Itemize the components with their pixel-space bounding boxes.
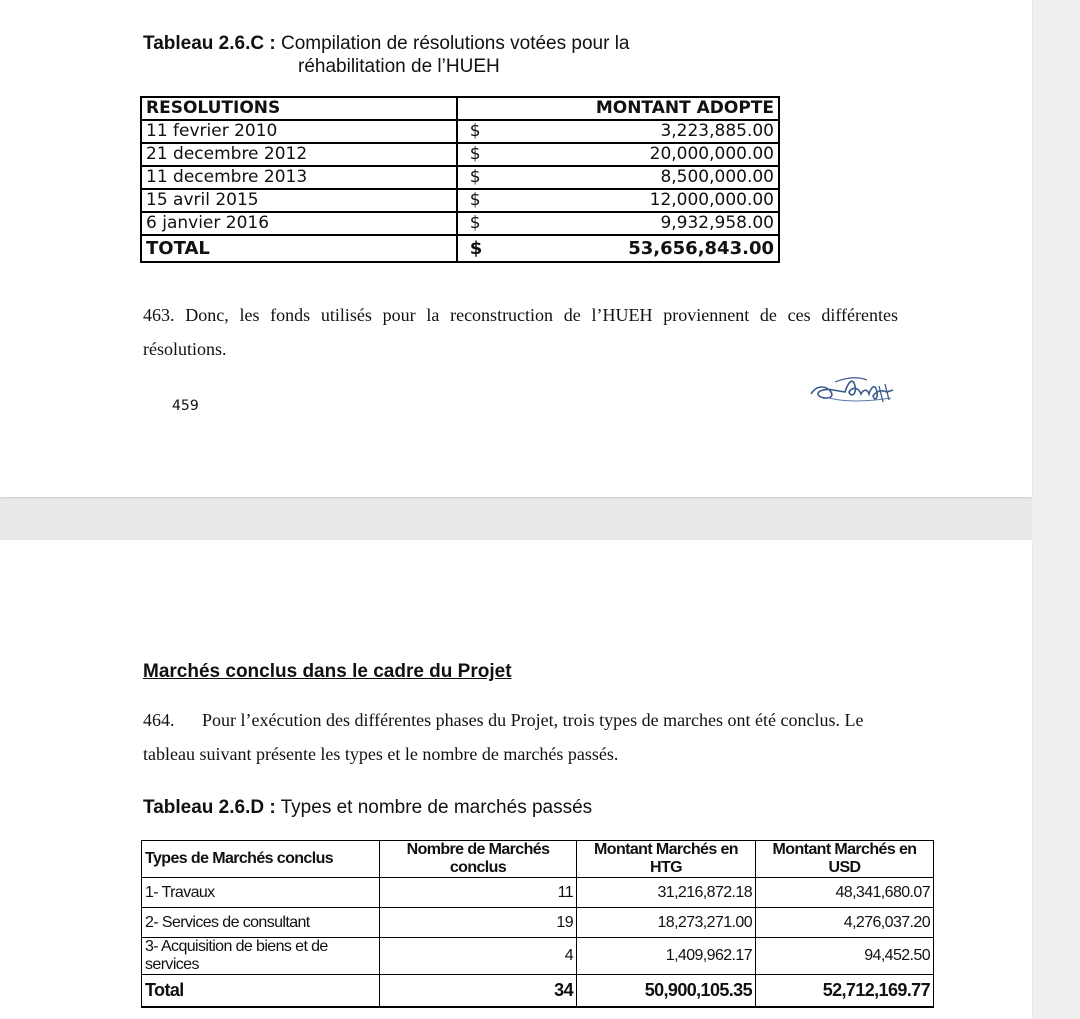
- table-d-caption-label: Tableau 2.6.D :: [143, 797, 276, 818]
- marche-htg: 18,273,271.00: [577, 908, 756, 938]
- table-row: [141, 120, 779, 143]
- amount-value: 12,000,000.00: [486, 189, 779, 212]
- header-nombre: Nombre de Marchés conclus: [380, 841, 577, 878]
- header-htg: Montant Marchés en HTG: [577, 841, 756, 878]
- paragraph-464: [143, 703, 898, 771]
- paragraph-number: 464.: [143, 710, 175, 730]
- marche-type: 3- Acquisition de biens et de services: [142, 938, 380, 975]
- currency-symbol: $: [457, 189, 487, 212]
- resolution-date: 15 avril 2015: [141, 189, 457, 212]
- total-usd: 52,712,169.77: [756, 975, 934, 1008]
- resolution-date: 11 fevrier 2010: [141, 120, 457, 143]
- total-amount: 53,656,843.00: [486, 235, 779, 262]
- marche-count: 19: [380, 908, 577, 938]
- marche-usd: 94,452.50: [756, 938, 934, 975]
- resolution-date: 11 decembre 2013: [141, 166, 457, 189]
- marche-type: 2- Services de consultant: [142, 908, 380, 938]
- amount-value: 9,932,958.00: [486, 212, 779, 235]
- page-number: 459: [172, 398, 199, 414]
- marche-usd: 4,276,037.20: [756, 908, 934, 938]
- resolutions-table: [140, 96, 780, 263]
- marche-usd: 48,341,680.07: [756, 878, 934, 908]
- table-d-caption: [143, 796, 592, 819]
- amount-value: 20,000,000.00: [486, 143, 779, 166]
- header-usd: Montant Marchés en USD: [756, 841, 934, 878]
- marche-count: 4: [380, 938, 577, 975]
- table-c-caption-line1: Compilation de résolutions votées pour la: [280, 33, 630, 54]
- total-label: TOTAL: [141, 235, 457, 262]
- table-row: [142, 908, 934, 938]
- total-count: 34: [380, 975, 577, 1008]
- marche-htg: 31,216,872.18: [577, 878, 756, 908]
- currency-symbol: $: [457, 212, 487, 235]
- currency-symbol: $: [457, 166, 487, 189]
- header-montant-adopte: MONTANT ADOPTE: [457, 97, 779, 120]
- header-types: Types de Marchés conclus: [142, 841, 380, 878]
- resolution-date: 6 janvier 2016: [141, 212, 457, 235]
- table-header-row: [141, 97, 779, 120]
- marche-type: 1- Travaux: [142, 878, 380, 908]
- total-htg: 50,900,105.35: [577, 975, 756, 1008]
- table-row: [142, 938, 934, 975]
- viewer-side-strip: [1032, 0, 1080, 1019]
- page-gap: [0, 497, 1032, 540]
- amount-value: 3,223,885.00: [486, 120, 779, 143]
- marche-htg: 1,409,962.17: [577, 938, 756, 975]
- marches-table: [141, 840, 934, 1008]
- document-page-1: [0, 0, 1032, 497]
- resolution-date: 21 decembre 2012: [141, 143, 457, 166]
- amount-value: 8,500,000.00: [486, 166, 779, 189]
- table-row: [141, 212, 779, 235]
- header-resolutions: RESOLUTIONS: [141, 97, 457, 120]
- currency-symbol: $: [457, 120, 487, 143]
- signature-icon: [805, 368, 900, 419]
- table-row: [141, 143, 779, 166]
- table-c-caption-label: Tableau 2.6.C :: [143, 33, 276, 54]
- table-d-caption-text: Types et nombre de marchés passés: [280, 797, 593, 818]
- table-c-caption: [143, 32, 703, 78]
- currency-symbol: $: [457, 235, 487, 262]
- marche-count: 11: [380, 878, 577, 908]
- total-label: Total: [142, 975, 380, 1008]
- table-header-row: [142, 841, 934, 878]
- section-heading: Marchés conclus dans le cadre du Projet: [143, 661, 512, 682]
- table-c-caption-line2: réhabilitation de l’HUEH: [298, 56, 500, 77]
- table-total-row: [141, 235, 779, 262]
- table-row: [141, 189, 779, 212]
- currency-symbol: $: [457, 143, 487, 166]
- table-row: [142, 878, 934, 908]
- table-row: [141, 166, 779, 189]
- paragraph-text: Pour l’exécution des différentes phases du Projet, trois types de marches ont été conclus. Le tableau suivant présente les types et le nombre de marchés passés.: [143, 710, 864, 764]
- paragraph-463: 463. Donc, les fonds utilisés pour la reconstruction de l’HUEH proviennent de ces différentes résolutions.: [143, 305, 898, 359]
- table-total-row: [142, 975, 934, 1008]
